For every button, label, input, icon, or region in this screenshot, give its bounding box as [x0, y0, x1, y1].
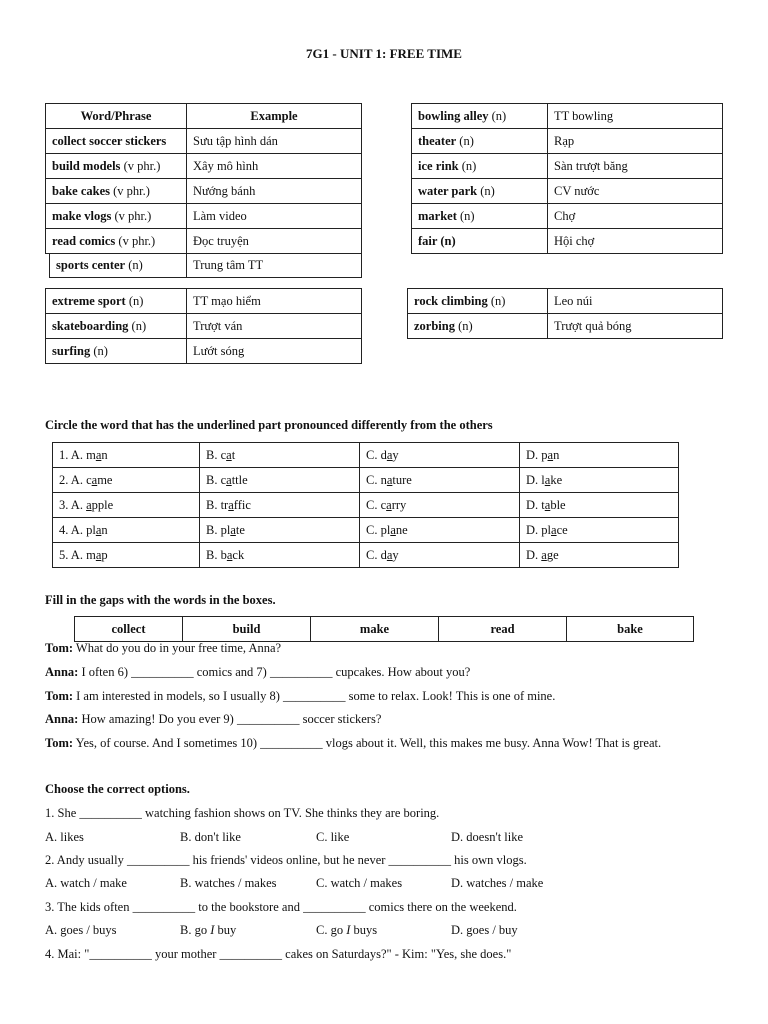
- vocab-meaning: Làm video: [187, 204, 362, 229]
- vocab-meaning: Lướt sóng: [187, 339, 362, 364]
- option-suffix: ture: [392, 473, 412, 487]
- vocab-word: skateboarding: [52, 319, 129, 333]
- option-prefix: B. tr: [206, 498, 229, 512]
- option-suffix: te: [235, 523, 245, 537]
- pronunciation-option: [200, 543, 360, 568]
- option-text: buy: [214, 923, 237, 937]
- question-3: 3. The kids often __________ to the bookstore and __________ comics there on the weekend.: [45, 900, 517, 914]
- vocab-pos: (v phr.): [110, 184, 150, 198]
- option-prefix: B. c: [206, 448, 227, 462]
- vocab-meaning: Hội chợ: [548, 229, 723, 254]
- table-row: [408, 314, 723, 339]
- underlined-letter: a: [386, 498, 392, 512]
- table-row: [46, 229, 362, 254]
- pronunciation-option: [520, 518, 679, 543]
- choose-heading: Choose the correct options.: [45, 782, 190, 796]
- option-text: A. goes / buys: [45, 923, 117, 937]
- dialogue-line: [45, 736, 661, 751]
- vocab-word: build models: [52, 159, 121, 173]
- vocab-word: water park: [418, 184, 478, 198]
- table-row: [50, 253, 362, 278]
- dialogue-line: [45, 712, 381, 727]
- speaker: Anna:: [45, 712, 79, 726]
- vocab-meaning: Chợ: [548, 204, 723, 229]
- option-suffix: ck: [232, 548, 245, 562]
- vocab-pos: (v phr.): [111, 209, 152, 223]
- vocab-pos: (n): [458, 159, 477, 173]
- option-prefix: C. pl: [366, 523, 391, 537]
- page-title: 7G1 - UNIT 1: FREE TIME: [306, 46, 462, 61]
- option-c: C. watch / makes: [316, 876, 403, 890]
- vocab-word: surfing: [52, 344, 91, 358]
- header-word-phrase: Word/Phrase: [46, 104, 187, 129]
- option-suffix: ttle: [231, 473, 248, 487]
- vocab-pos: (n): [454, 319, 473, 333]
- pronunciation-option: [360, 443, 520, 468]
- option-suffix: ge: [546, 548, 559, 562]
- pronunciation-option: [200, 468, 360, 493]
- pronunciation-option: [53, 518, 200, 543]
- underlined-letter: a: [390, 523, 396, 537]
- pronunciation-option: [520, 493, 679, 518]
- option-suffix: pple: [91, 498, 114, 512]
- word-box-item: bake: [567, 617, 694, 642]
- vocab-word: theater: [418, 134, 457, 148]
- table-row: [46, 339, 362, 364]
- table-row: [46, 154, 362, 179]
- underlined-letter: a: [386, 448, 393, 462]
- question-1: 1. She __________ watching fashion shows on TV. She thinks they are boring.: [45, 806, 440, 820]
- vocab-meaning: Trung tâm TT: [187, 253, 362, 278]
- word-box-table: [74, 616, 694, 642]
- vocab-meaning: Sưu tập hình dán: [187, 129, 362, 154]
- option-italic: I: [346, 923, 351, 937]
- option-prefix: C. c: [366, 498, 387, 512]
- fill-gaps-heading: Fill in the gaps with the words in the boxes.: [45, 593, 276, 607]
- option-text: D. goes / buy: [451, 923, 518, 937]
- table-row: [53, 518, 679, 543]
- pronunciation-option: [53, 493, 200, 518]
- option-c: C. like: [316, 830, 350, 844]
- vocab-pos: (v phr.): [120, 159, 161, 173]
- sports-table-left: [45, 288, 362, 364]
- dialogue-text: Yes, of course. And I sometimes 10) __________ vlogs about it. Well, this makes me busy. Anna Wow! That is great.: [73, 736, 662, 750]
- option-prefix: B. c: [206, 473, 227, 487]
- vocab-word: ice rink: [418, 159, 459, 173]
- option-suffix: ce: [556, 523, 568, 537]
- dialogue-text: I am interested in models, so I usually 8) __________ some to relax. Look! This is one of mine.: [73, 689, 556, 703]
- option-b: [180, 923, 236, 938]
- table-row: [53, 443, 679, 468]
- vocab-word: fair (n): [418, 234, 456, 248]
- option-suffix: ke: [550, 473, 563, 487]
- vocab-table-left-extra: [49, 253, 362, 278]
- table-row: [46, 179, 362, 204]
- underlined-letter: a: [226, 448, 232, 462]
- pronunciation-option: [520, 543, 679, 568]
- vocab-meaning: TT bowling: [548, 104, 723, 129]
- vocab-meaning: TT mạo hiểm: [187, 289, 362, 314]
- option-text: buys: [350, 923, 378, 937]
- vocab-pos: (n): [488, 109, 507, 123]
- vocab-meaning: Leo núi: [548, 289, 723, 314]
- pronunciation-heading: Circle the word that has the underlined part pronounced differently from the others: [45, 418, 493, 432]
- vocab-meaning: Sàn trượt băng: [548, 154, 723, 179]
- vocab-word: extreme sport: [52, 294, 126, 308]
- dialogue-text: I often 6) __________ comics and 7) __________ cupcakes. How about you?: [78, 665, 471, 679]
- table-row: [46, 204, 362, 229]
- question-2: 2. Andy usually __________ his friends' videos online, but he never __________ his own vlogs.: [45, 853, 527, 867]
- option-prefix: D. p: [526, 448, 548, 462]
- vocab-pos: (v phr.): [115, 234, 156, 248]
- table-row: [412, 204, 723, 229]
- pronunciation-option: [360, 468, 520, 493]
- option-italic: I: [210, 923, 215, 937]
- option-b: B. watches / makes: [180, 876, 277, 890]
- dialogue-line: [45, 689, 555, 704]
- table-row: [412, 104, 723, 129]
- dialogue-line: [45, 641, 281, 656]
- vocab-table-left: [45, 103, 362, 254]
- vocab-meaning: Đọc truyện: [187, 229, 362, 254]
- option-suffix: y: [392, 548, 399, 562]
- option-a: A. likes: [45, 830, 84, 844]
- underlined-letter: a: [95, 523, 102, 537]
- underlined-letter: a: [541, 548, 547, 562]
- vocab-meaning: CV nước: [548, 179, 723, 204]
- option-prefix: 2. A. c: [59, 473, 92, 487]
- word-box-item: read: [439, 617, 567, 642]
- option-suffix: rry: [391, 498, 407, 512]
- word-box-item: make: [311, 617, 439, 642]
- option-suffix: n: [101, 523, 108, 537]
- vocab-word: read comics: [52, 234, 116, 248]
- vocab-pos: (n): [128, 319, 147, 333]
- vocab-word: bowling alley: [418, 109, 489, 123]
- option-suffix: t: [231, 448, 236, 462]
- vocab-pos: (n): [487, 294, 506, 308]
- underlined-letter: a: [226, 473, 232, 487]
- option-suffix: ble: [550, 498, 566, 512]
- table-row: [53, 468, 679, 493]
- pronunciation-table: [52, 442, 679, 568]
- vocab-word: sports center: [56, 258, 126, 272]
- underlined-letter: a: [95, 548, 102, 562]
- speaker: Tom:: [45, 641, 74, 655]
- pronunciation-option: [200, 493, 360, 518]
- option-prefix: D. pl: [526, 523, 551, 537]
- underlined-letter: a: [226, 548, 233, 562]
- table-row: [53, 543, 679, 568]
- vocab-pos: (n): [125, 258, 143, 272]
- option-prefix: 5. A. m: [59, 548, 96, 562]
- option-prefix: C. n: [366, 473, 387, 487]
- option-a: A. watch / make: [45, 876, 127, 890]
- option-suffix: y: [392, 448, 399, 462]
- underlined-letter: a: [544, 498, 551, 512]
- vocab-word: zorbing: [414, 319, 455, 333]
- table-row: [46, 314, 362, 339]
- speaker: Tom:: [45, 689, 74, 703]
- vocab-pos: (n): [125, 294, 144, 308]
- vocab-meaning: Rạp: [548, 129, 723, 154]
- question-1-options: [45, 830, 745, 848]
- underlined-letter: a: [547, 448, 554, 462]
- option-prefix: C. d: [366, 448, 387, 462]
- option-d: D. watches / make: [451, 876, 544, 890]
- table-row: [46, 129, 362, 154]
- vocab-meaning: Trượt quả bóng: [548, 314, 723, 339]
- vocab-pos: (n): [456, 134, 474, 148]
- word-box-item: collect: [75, 617, 183, 642]
- underlined-letter: a: [386, 473, 393, 487]
- vocab-pos: (n): [456, 209, 475, 223]
- vocab-word: make vlogs: [52, 209, 112, 223]
- vocab-pos: (n): [477, 184, 495, 198]
- table-row: [408, 289, 723, 314]
- option-suffix: n: [101, 448, 108, 462]
- question-4: 4. Mai: "__________ your mother __________ cakes on Saturdays?" - Kim: "Yes, she does.": [45, 947, 512, 961]
- option-prefix: B. pl: [206, 523, 231, 537]
- pronunciation-option: [520, 443, 679, 468]
- sports-table-right: [407, 288, 723, 339]
- option-prefix: C. d: [366, 548, 387, 562]
- option-suffix: ne: [395, 523, 408, 537]
- speaker: Tom:: [45, 736, 74, 750]
- vocab-pos: (n): [90, 344, 108, 358]
- vocab-word: collect soccer stickers: [52, 134, 167, 148]
- word-box-item: build: [183, 617, 311, 642]
- vocab-word: rock climbing: [414, 294, 488, 308]
- option-prefix: D.: [526, 548, 542, 562]
- option-a: [45, 923, 117, 938]
- option-prefix: B. b: [206, 548, 227, 562]
- underlined-letter: a: [86, 498, 92, 512]
- vocab-word: bake cakes: [52, 184, 110, 198]
- dialogue-text: How amazing! Do you ever 9) __________ soccer stickers?: [78, 712, 382, 726]
- question-2-options: [45, 876, 745, 894]
- table-row: [412, 229, 723, 254]
- table-row: [412, 154, 723, 179]
- option-d: D. doesn't like: [451, 830, 524, 844]
- dialogue-line: [45, 665, 470, 680]
- vocab-meaning: Trượt ván: [187, 314, 362, 339]
- option-suffix: n: [553, 448, 560, 462]
- option-prefix: D. l: [526, 473, 545, 487]
- pronunciation-option: [200, 518, 360, 543]
- option-text: C. go: [316, 923, 347, 937]
- underlined-letter: a: [228, 498, 234, 512]
- option-b: B. don't like: [180, 830, 241, 844]
- table-row: [46, 289, 362, 314]
- option-d: [451, 923, 518, 938]
- option-prefix: 1. A. m: [59, 448, 96, 462]
- pronunciation-option: [53, 468, 200, 493]
- option-prefix: D. t: [526, 498, 545, 512]
- underlined-letter: a: [230, 523, 236, 537]
- table-row: [53, 493, 679, 518]
- pronunciation-option: [53, 443, 200, 468]
- pronunciation-option: [53, 543, 200, 568]
- pronunciation-option: [360, 518, 520, 543]
- underlined-letter: a: [551, 523, 557, 537]
- header-example: Example: [187, 104, 362, 129]
- pronunciation-option: [520, 468, 679, 493]
- option-c: [316, 923, 377, 938]
- table-row: [412, 129, 723, 154]
- underlined-letter: a: [544, 473, 551, 487]
- pronunciation-option: [360, 543, 520, 568]
- table-row: [412, 179, 723, 204]
- underlined-letter: a: [386, 548, 393, 562]
- speaker: Anna:: [45, 665, 79, 679]
- underlined-letter: a: [95, 448, 102, 462]
- vocab-meaning: Nướng bánh: [187, 179, 362, 204]
- underlined-letter: a: [91, 473, 98, 487]
- option-prefix: 4. A. pl: [59, 523, 96, 537]
- dialogue-text: What do you do in your free time, Anna?: [73, 641, 282, 655]
- vocab-word: market: [418, 209, 457, 223]
- option-text: B. go: [180, 923, 211, 937]
- pronunciation-option: [200, 443, 360, 468]
- option-prefix: 3. A.: [59, 498, 87, 512]
- option-suffix: me: [97, 473, 113, 487]
- option-suffix: ffic: [233, 498, 251, 512]
- pronunciation-option: [360, 493, 520, 518]
- question-3-options: [45, 923, 745, 941]
- vocab-table-right: [411, 103, 723, 254]
- vocab-meaning: Xây mô hình: [187, 154, 362, 179]
- option-suffix: p: [101, 548, 108, 562]
